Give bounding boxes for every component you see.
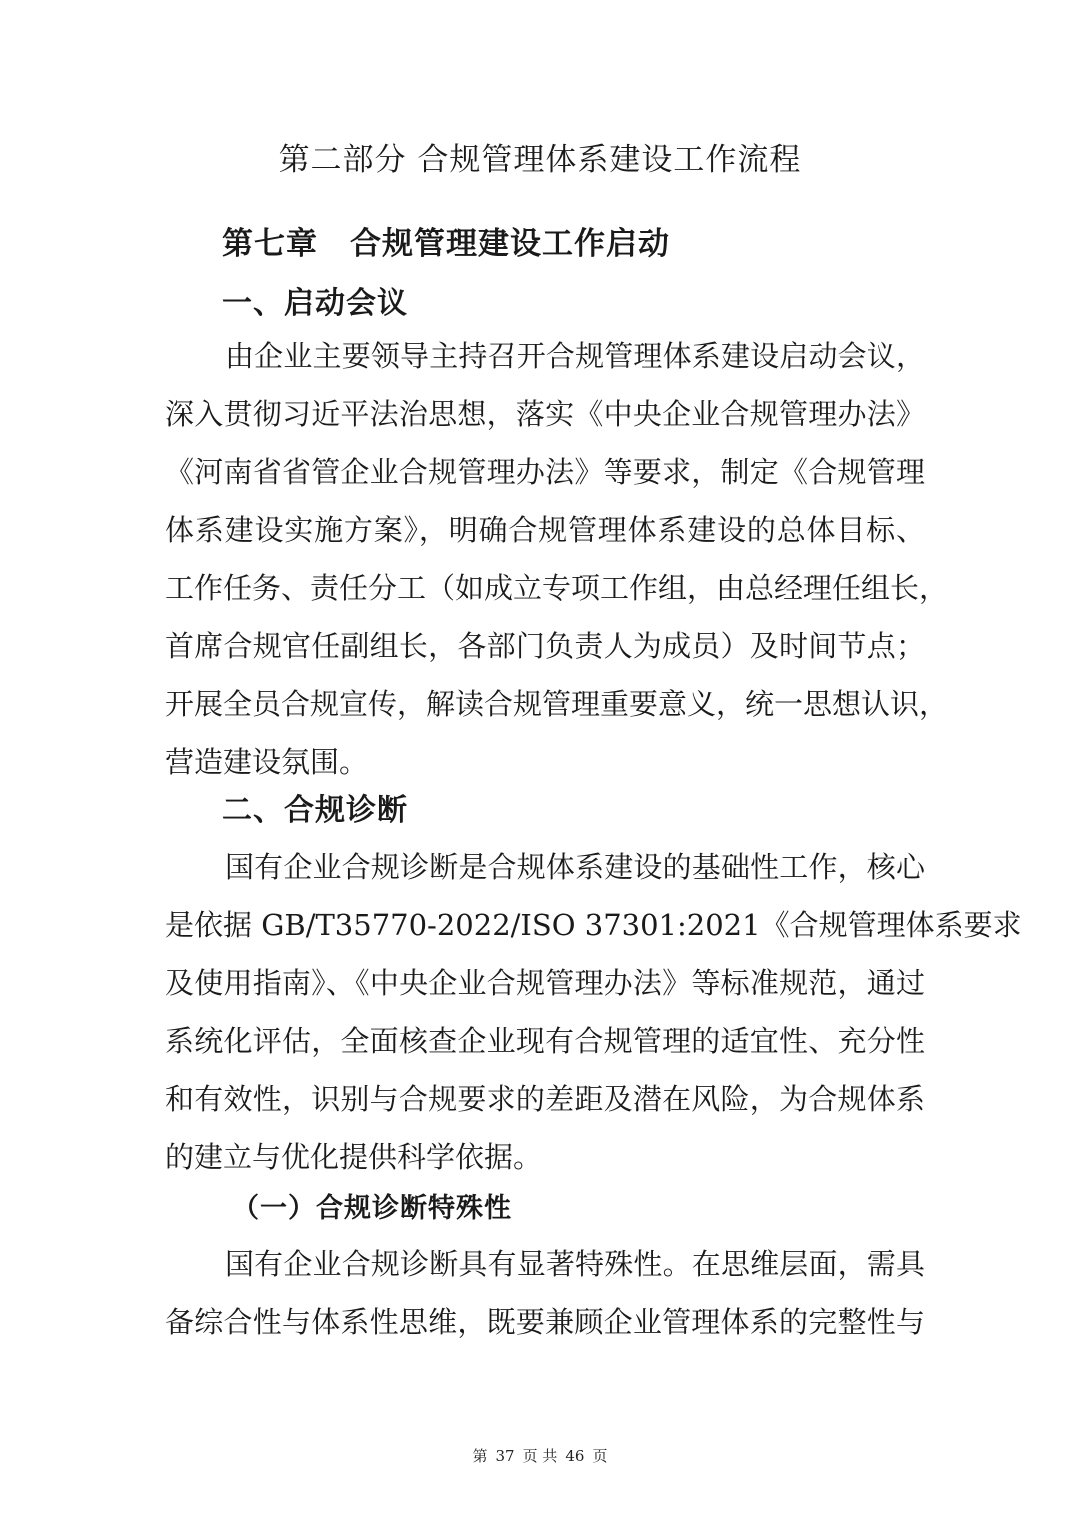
paragraph-line: 首席合规官任副组长，各部门负责人为成员）及时间节点； — [165, 629, 925, 663]
paragraph-line: 的建立与优化提供科学依据。 — [165, 1140, 543, 1174]
paragraph-line: 深入贯彻习近平法治思想，落实《中央企业合规管理办法》 — [165, 397, 925, 431]
paragraph-line: 营造建设氛围。 — [165, 745, 369, 779]
paragraph-line: 《河南省省管企业合规管理办法》等要求，制定《合规管理 — [165, 455, 925, 489]
section-title-kickoff-meeting: 一、启动会议 — [222, 286, 408, 321]
footer-prefix: 第 — [472, 1447, 488, 1465]
paragraph-kickoff-meeting — [165, 327, 949, 791]
footer-total-pages: 46 — [565, 1447, 585, 1465]
subsection-title-diagnosis-particularity: （一）合规诊断特殊性 — [232, 1193, 512, 1224]
footer-middle: 页 共 — [522, 1447, 558, 1465]
page-footer — [0, 1446, 1080, 1466]
paragraph-line: 国有企业合规诊断具有显著特殊性。在思维层面，需具 — [225, 1247, 925, 1281]
footer-page-number: 37 — [495, 1447, 515, 1465]
paragraph-line: 和有效性，识别与合规要求的差距及潜在风险，为合规体系 — [165, 1082, 925, 1116]
paragraph-line: 国有企业合规诊断是合规体系建设的基础性工作，核心 — [225, 850, 925, 884]
paragraph-line: 是依据 GB/T35770-2022/ISO 37301:2021《合规管理体系要求 — [165, 908, 1022, 942]
paragraph-compliance-diagnosis — [165, 838, 1022, 1186]
section-title-compliance-diagnosis: 二、合规诊断 — [222, 793, 408, 828]
chapter-title: 第七章 合规管理建设工作启动 — [222, 226, 670, 262]
paragraph-line: 及使用指南》、《中央企业合规管理办法》等标准规范，通过 — [165, 966, 925, 1000]
paragraph-line: 系统化评估，全面核查企业现有合规管理的适宜性、充分性 — [165, 1024, 925, 1058]
paragraph-diagnosis-particularity — [165, 1235, 925, 1351]
paragraph-line: 由企业主要领导主持召开合规管理体系建设启动会议， — [225, 339, 925, 373]
paragraph-line: 备综合性与体系性思维，既要兼顾企业管理体系的完整性与 — [165, 1305, 925, 1339]
part-title: 第二部分 合规管理体系建设工作流程 — [278, 142, 802, 178]
footer-suffix: 页 — [592, 1447, 608, 1465]
paragraph-line: 体系建设实施方案》，明确合规管理体系建设的总体目标、 — [165, 513, 925, 547]
paragraph-line: 开展全员合规宣传，解读合规管理重要意义，统一思想认识， — [165, 687, 949, 721]
paragraph-line: 工作任务、责任分工（如成立专项工作组，由总经理任组长， — [165, 571, 949, 605]
